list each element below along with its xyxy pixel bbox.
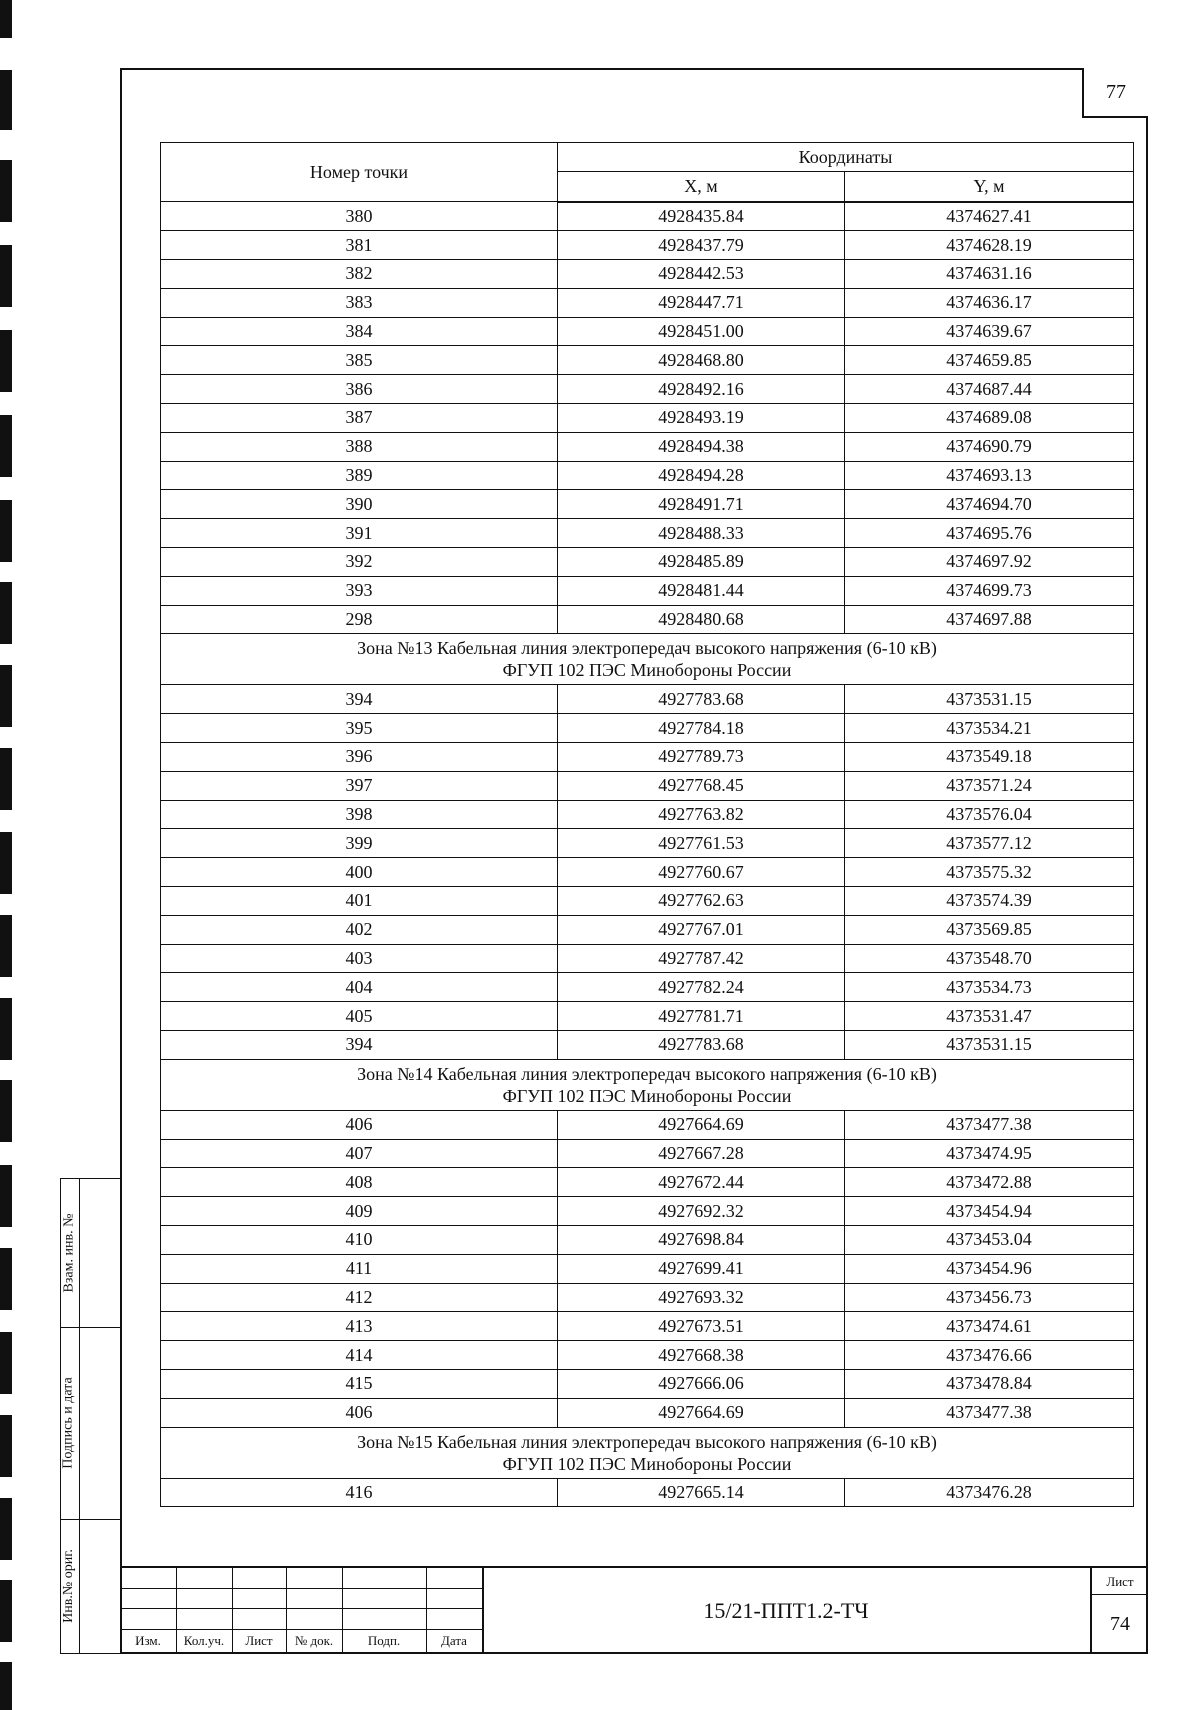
table-row: [161, 944, 1134, 973]
zone-heading: [161, 1427, 1134, 1478]
y-cell: 4373574.39: [845, 887, 1134, 916]
table-row: [161, 1312, 1134, 1341]
side-stamp: [60, 1178, 120, 1654]
label-izm: Изм.: [135, 1633, 161, 1648]
y-cell: 4374689.08: [845, 404, 1134, 433]
table-row: [161, 1031, 1134, 1060]
table-row: [161, 1254, 1134, 1283]
table-row: [161, 714, 1134, 743]
x-cell: 4928485.89: [558, 548, 845, 577]
table-row: [161, 260, 1134, 289]
x-cell: 4927768.45: [558, 771, 845, 800]
x-cell: 4927673.51: [558, 1312, 845, 1341]
point-number-cell: 394: [161, 685, 558, 714]
y-cell: 4373548.70: [845, 944, 1134, 973]
point-number-cell: 406: [161, 1110, 558, 1139]
table-row: [161, 576, 1134, 605]
y-cell: 4373454.94: [845, 1197, 1134, 1226]
x-cell: 4927782.24: [558, 973, 845, 1002]
table-row: [161, 605, 1134, 634]
point-number-cell: 416: [161, 1478, 558, 1507]
x-cell: 4927664.69: [558, 1110, 845, 1139]
x-cell: 4927787.42: [558, 944, 845, 973]
table-row: [161, 1283, 1134, 1312]
header-y: Y, м: [845, 172, 1134, 202]
y-cell: 4374636.17: [845, 288, 1134, 317]
zone-owner: ФГУП 102 ПЭС Минобороны России: [502, 1453, 792, 1474]
y-cell: 4373456.73: [845, 1283, 1134, 1312]
table-row: [161, 743, 1134, 772]
x-cell: 4927693.32: [558, 1283, 845, 1312]
table-row: [161, 887, 1134, 916]
x-cell: 4928488.33: [558, 519, 845, 548]
y-cell: 4374659.85: [845, 346, 1134, 375]
y-cell: 4374639.67: [845, 317, 1134, 346]
x-cell: 4927761.53: [558, 829, 845, 858]
x-cell: 4928437.79: [558, 231, 845, 260]
x-cell: 4928492.16: [558, 375, 845, 404]
header-point-number: Номер точки: [161, 143, 558, 202]
document-code: 15/21-ППТ1.2-ТЧ: [703, 1598, 869, 1623]
x-cell: 4928494.28: [558, 461, 845, 490]
table-row: [161, 829, 1134, 858]
binder-marks: [0, 0, 16, 1710]
title-block: [120, 1568, 1148, 1654]
y-cell: 4374690.79: [845, 432, 1134, 461]
x-cell: 4927783.68: [558, 1031, 845, 1060]
table-row: [161, 800, 1134, 829]
point-number-cell: 389: [161, 461, 558, 490]
y-cell: 4374628.19: [845, 231, 1134, 260]
point-number-cell: 400: [161, 858, 558, 887]
x-cell: 4927672.44: [558, 1168, 845, 1197]
y-cell: 4373576.04: [845, 800, 1134, 829]
point-number-cell: 402: [161, 915, 558, 944]
label-data: Дата: [441, 1633, 467, 1648]
y-cell: 4373531.15: [845, 685, 1134, 714]
table-row: [161, 915, 1134, 944]
x-cell: 4927762.63: [558, 887, 845, 916]
x-cell: 4928480.68: [558, 605, 845, 634]
point-number-cell: 382: [161, 260, 558, 289]
x-cell: 4927763.82: [558, 800, 845, 829]
point-number-cell: 298: [161, 605, 558, 634]
table-row: [161, 346, 1134, 375]
point-number-cell: 411: [161, 1254, 558, 1283]
y-cell: 4373571.24: [845, 771, 1134, 800]
point-number-cell: 398: [161, 800, 558, 829]
point-number-cell: 397: [161, 771, 558, 800]
table-row: [161, 1110, 1134, 1139]
y-cell: 4373531.47: [845, 1002, 1134, 1031]
x-cell: 4928442.53: [558, 260, 845, 289]
x-cell: 4928447.71: [558, 288, 845, 317]
x-cell: 4927664.69: [558, 1398, 845, 1427]
table-row: [161, 432, 1134, 461]
x-cell: 4928481.44: [558, 576, 845, 605]
point-number-cell: 383: [161, 288, 558, 317]
point-number-cell: 380: [161, 202, 558, 231]
table-row: [161, 1478, 1134, 1507]
y-cell: 4373476.28: [845, 1478, 1134, 1507]
label-kol-uch: Кол.уч.: [183, 1633, 225, 1648]
x-cell: 4928491.71: [558, 490, 845, 519]
point-number-cell: 403: [161, 944, 558, 973]
zone-title: Зона №15 Кабельная линия электропередач высокого напряжения (6-10 кВ): [357, 1431, 937, 1452]
point-number-cell: 404: [161, 973, 558, 1002]
table-row: [161, 231, 1134, 260]
y-cell: 4373474.95: [845, 1139, 1134, 1168]
zone-heading-row: [161, 634, 1134, 685]
sheet-box: [1090, 1568, 1148, 1654]
table-row: [161, 375, 1134, 404]
table-row: [161, 317, 1134, 346]
signature-date-cell: Подпись и дата: [61, 1377, 77, 1469]
point-number-cell: 384: [161, 317, 558, 346]
zone-title: Зона №14 Кабельная линия электропередач высокого напряжения (6-10 кВ): [357, 1063, 937, 1084]
y-cell: 4374687.44: [845, 375, 1134, 404]
point-number-cell: 394: [161, 1031, 558, 1060]
y-cell: 4373549.18: [845, 743, 1134, 772]
page-number: 77: [1082, 68, 1148, 118]
orig-inv-cell: Инв.№ ориг.: [61, 1549, 77, 1623]
x-cell: 4927667.28: [558, 1139, 845, 1168]
y-cell: 4373478.84: [845, 1369, 1134, 1398]
y-cell: 4373477.38: [845, 1398, 1134, 1427]
revision-grid: [120, 1568, 482, 1654]
y-cell: 4374627.41: [845, 202, 1134, 231]
y-cell: 4373534.73: [845, 973, 1134, 1002]
point-number-cell: 409: [161, 1197, 558, 1226]
table-row: [161, 858, 1134, 887]
point-number-cell: 386: [161, 375, 558, 404]
x-cell: 4927783.68: [558, 685, 845, 714]
y-cell: 4374699.73: [845, 576, 1134, 605]
table-row: [161, 1369, 1134, 1398]
x-cell: 4927668.38: [558, 1341, 845, 1370]
y-cell: 4373575.32: [845, 858, 1134, 887]
y-cell: 4373534.21: [845, 714, 1134, 743]
table-row: [161, 1341, 1134, 1370]
y-cell: 4374697.88: [845, 605, 1134, 634]
zone-heading-row: [161, 1427, 1134, 1478]
table-row: [161, 1226, 1134, 1255]
x-cell: 4928493.19: [558, 404, 845, 433]
exchange-inv-cell: Взам. инв. №: [61, 1213, 76, 1293]
table-row: [161, 1002, 1134, 1031]
label-podp: Подп.: [367, 1633, 401, 1648]
table-row: [161, 685, 1134, 714]
point-number-cell: 406: [161, 1398, 558, 1427]
table-row: [161, 519, 1134, 548]
point-number-cell: 392: [161, 548, 558, 577]
table-row: [161, 461, 1134, 490]
point-number-cell: 415: [161, 1369, 558, 1398]
y-cell: 4374631.16: [845, 260, 1134, 289]
y-cell: 4373476.66: [845, 1341, 1134, 1370]
x-cell: 4927767.01: [558, 915, 845, 944]
table-row: [161, 202, 1134, 231]
x-cell: 4928494.38: [558, 432, 845, 461]
x-cell: 4927666.06: [558, 1369, 845, 1398]
y-cell: 4373453.04: [845, 1226, 1134, 1255]
x-cell: 4927692.32: [558, 1197, 845, 1226]
y-cell: 4373472.88: [845, 1168, 1134, 1197]
point-number-cell: 381: [161, 231, 558, 260]
point-number-cell: 413: [161, 1312, 558, 1341]
y-cell: 4374695.76: [845, 519, 1134, 548]
y-cell: 4373569.85: [845, 915, 1134, 944]
table-row: [161, 1139, 1134, 1168]
point-number-cell: 408: [161, 1168, 558, 1197]
point-number-cell: 401: [161, 887, 558, 916]
point-number-cell: 414: [161, 1341, 558, 1370]
y-cell: 4374693.13: [845, 461, 1134, 490]
x-cell: 4927665.14: [558, 1478, 845, 1507]
coordinates-body: [161, 202, 1134, 1507]
sheet-label: Лист: [1092, 1570, 1148, 1595]
y-cell: 4373474.61: [845, 1312, 1134, 1341]
point-number-cell: 399: [161, 829, 558, 858]
point-number-cell: 393: [161, 576, 558, 605]
point-number-cell: 412: [161, 1283, 558, 1312]
zone-owner: ФГУП 102 ПЭС Минобороны России: [502, 1085, 792, 1106]
point-number-cell: 395: [161, 714, 558, 743]
x-cell: 4928435.84: [558, 202, 845, 231]
x-cell: 4927699.41: [558, 1254, 845, 1283]
x-cell: 4927698.84: [558, 1226, 845, 1255]
label-list: Лист: [245, 1633, 273, 1648]
point-number-cell: 410: [161, 1226, 558, 1255]
point-number-cell: 396: [161, 743, 558, 772]
table-row: [161, 404, 1134, 433]
x-cell: 4928451.00: [558, 317, 845, 346]
x-cell: 4928468.80: [558, 346, 845, 375]
y-cell: 4374697.92: [845, 548, 1134, 577]
zone-heading: [161, 634, 1134, 685]
zone-heading-row: [161, 1059, 1134, 1110]
point-number-cell: 391: [161, 519, 558, 548]
table-row: [161, 548, 1134, 577]
x-cell: 4927760.67: [558, 858, 845, 887]
header-x: X, м: [558, 172, 845, 202]
point-number-cell: 390: [161, 490, 558, 519]
header-coordinates: Координаты: [558, 143, 1134, 172]
coordinates-table: [160, 142, 1134, 1507]
zone-heading: [161, 1059, 1134, 1110]
zone-title: Зона №13 Кабельная линия электропередач высокого напряжения (6-10 кВ): [357, 638, 937, 659]
y-cell: 4373531.15: [845, 1031, 1134, 1060]
point-number-cell: 388: [161, 432, 558, 461]
label-doc-no: № док.: [294, 1633, 334, 1648]
point-number-cell: 405: [161, 1002, 558, 1031]
sheet-number: 74: [1110, 1612, 1130, 1635]
y-cell: 4373454.96: [845, 1254, 1134, 1283]
x-cell: 4927784.18: [558, 714, 845, 743]
point-number-cell: 385: [161, 346, 558, 375]
table-row: [161, 288, 1134, 317]
table-row: [161, 1168, 1134, 1197]
y-cell: 4373577.12: [845, 829, 1134, 858]
point-number-cell: 407: [161, 1139, 558, 1168]
table-row: [161, 1398, 1134, 1427]
y-cell: 4373477.38: [845, 1110, 1134, 1139]
point-number-cell: 387: [161, 404, 558, 433]
table-row: [161, 1197, 1134, 1226]
table-row: [161, 490, 1134, 519]
table-row: [161, 973, 1134, 1002]
zone-owner: ФГУП 102 ПЭС Минобороны России: [502, 660, 792, 681]
y-cell: 4374694.70: [845, 490, 1134, 519]
table-row: [161, 771, 1134, 800]
x-cell: 4927781.71: [558, 1002, 845, 1031]
x-cell: 4927789.73: [558, 743, 845, 772]
